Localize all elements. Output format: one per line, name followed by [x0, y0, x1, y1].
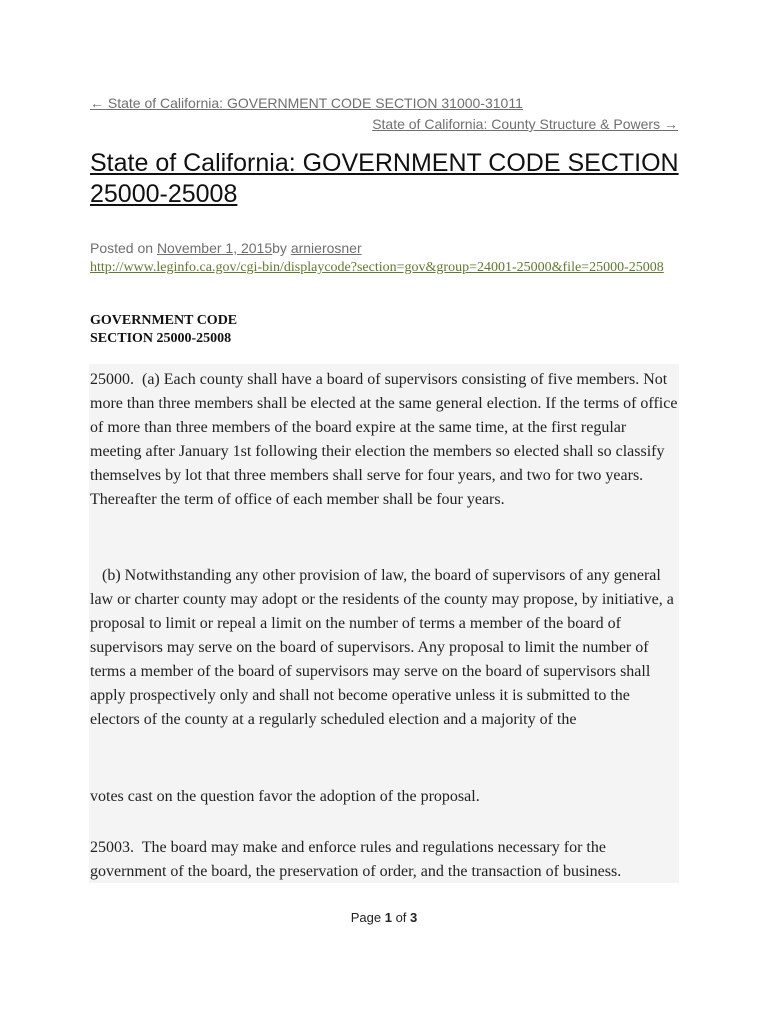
page-total: 3 [410, 910, 418, 925]
post-date-link[interactable]: November 1, 2015 [156, 240, 273, 256]
by-label: by [272, 240, 291, 256]
section-25000-b-continued: votes cast on the question favor the adoption of the proposal. [90, 788, 480, 805]
post-meta [90, 240, 362, 256]
previous-post-link[interactable]: ← State of California: GOVERNMENT CODE SECTION 31000-31011 [90, 95, 523, 111]
post-title[interactable]: State of California: GOVERNMENT CODE SECTION 25000-25008 [90, 149, 679, 208]
source-url-link[interactable]: http://www.leginfo.ca.gov/cgi-bin/displaycode?section=gov&group=24001-25000&file=25000-25008 [90, 260, 664, 275]
code-heading [90, 312, 237, 348]
section-25000-b: (b) Notwithstanding any other provision of law, the board of supervisors of any general law or charter county may adopt or the residents of the county may propose, by initiative, a proposal to limit or repeal a limit on the number of terms a member of the board of supervisors may serve on the board of supervisors. Any proposal to limit the number of terms a member of the board of supervisors may serve on the board of supervisors shall apply prospectively only and shall not become operative unless it is submitted to the electors of the county at a regularly scheduled election and a majority of the [90, 567, 678, 728]
posted-on-label: Posted on [90, 240, 157, 256]
next-post-link[interactable]: State of California: County Structure & Powers → [372, 116, 678, 132]
author-link[interactable]: arnierosner [290, 240, 362, 256]
code-heading-line1: GOVERNMENT CODE [90, 313, 238, 328]
code-heading-line2: SECTION 25000-25008 [90, 331, 232, 346]
of-label: of [391, 910, 411, 925]
page-current: 1 [384, 910, 392, 925]
section-25000-a: 25000. (a) Each county shall have a board of supervisors consisting of five members. Not more than three members shall be elected at the same general election. If the terms of office of more than three members of the board expire at the same time, at the first regular meeting after January 1st following their election the members so elected shall so classify themselves by lot that three members shall serve for four years, and two for two years. Thereafter the term of office of each member shall be four years. [90, 371, 682, 508]
section-25003: 25003. The board may make and enforce rules and regulations necessary for the government of the board, the preservation of order, and the transaction of business. [90, 839, 622, 880]
page-label: Page [350, 910, 385, 925]
page-indicator [0, 910, 768, 925]
